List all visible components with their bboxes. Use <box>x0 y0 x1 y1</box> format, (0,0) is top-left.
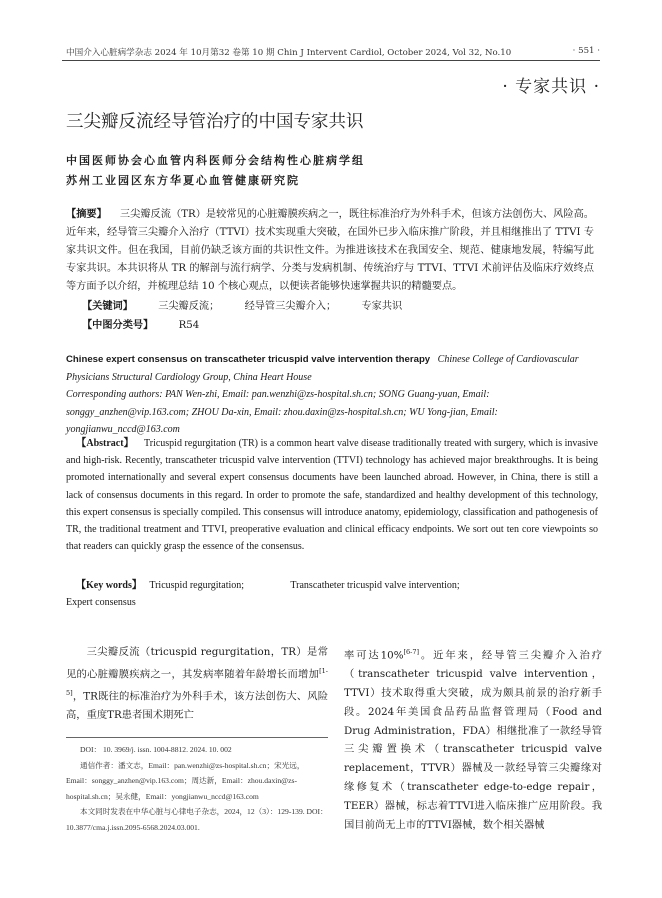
keywords-label: 【关键词】 <box>82 300 133 312</box>
abstract-text: 三尖瓣反流（TR）是较常见的心脏瓣膜疾病之一，既往标准治疗为外科手术，但该方法创伤大、风险高。近年来，经导管三尖瓣介入治疗（TTVI）技术实现重大突破，在国外已步入临床推广阶段，并且相继推出了 TTVI 专家共识文件。但在我国，目前仍缺乏该方面的共识性文件。为推进该技术在我国安全、规范、健康地发展，特编写此专家共识。本共识将从 TR 的解剖与流行病学、分类与发病机制、传统治疗与 TTVI、TTVI 术前评估及临床疗效终点等方面予以介绍，并梳理总结 10 个核心观点，以便读者能够快速掌握共识的精髓要点。 <box>66 209 594 292</box>
body-text: ，TR既往的标准治疗为外科手术，该方法创伤大、风险高，重度TR患者围术期死亡 <box>66 690 328 722</box>
english-abstract-text: Tricuspid regurgitation (TR) is a common heart valve disease traditionally treated with surgery, which is invasive and high-risk. Recently, transcatheter tricuspid valve intervention (TTVI) technology has achieved major breakthroughs. It is being promoted internationally and several expert consensus documents have been launched abroad. However, in China, there is still a lack of consensus documents in this regard. In order to promote the safe, standardized and healthy development of this technology, this expert consensus is specially compiled. This consensus will introduce anatomy, epidemiology, classification and pathogenesis of TR, the traditional treatment and TTVI, preoperative evaluation and clinical efficacy endpoints. We sort out ten core viewpoints so that readers can quickly grasp the essence of the consensus. <box>66 438 598 553</box>
classification <box>82 316 221 331</box>
copublication-footnote: 本文同时发表在中华心脏与心律电子杂志，2024，12（3）：129-139. DOI：10.3877/cma.j.issn.2095-6568.2024.03.001. <box>66 807 328 832</box>
english-abstract-label: 【Abstract】 <box>76 438 134 449</box>
citation: [6-7] <box>403 648 420 656</box>
author-group: 中国医师协会心血管内科医师分会结构性心脏病学组 <box>66 154 365 167</box>
citation: [1-5] <box>66 666 328 698</box>
keyword: Tricuspid regurgitation; <box>149 580 245 591</box>
page-number: · 551 · <box>572 46 600 56</box>
keyword: 经导管三尖瓣介入； <box>244 301 337 312</box>
section-label: · 专家共识 · <box>502 77 600 97</box>
classification-label: 【中图分类号】 <box>82 319 154 331</box>
english-title-block <box>66 351 598 439</box>
english-abstract <box>66 435 598 555</box>
running-header: 中国介入心脏病学杂志 2024 年 10月第32 卷第 10 期 Chin J Intervent Cardiol, October 2024, Vol 32, No.10 <box>66 48 512 58</box>
header-rule <box>62 60 600 61</box>
corresponding-authors: Corresponding authors: PAN Wen-zhi, Email: pan.wenzhi@zs-hospital.sh.cn; SONG Guang-yuan, Email: songgy_anzhen@vip.163.com; ZHOU Da-xin, Email: zhou.daxin@zs-hospital.sh.cn; WU Yong-jian, Email: yongjianwu_nccd@163.com <box>66 389 498 435</box>
author-institute: 苏州工业园区东方华夏心血管健康研究院 <box>66 174 300 187</box>
keyword: Expert consensus <box>66 597 136 609</box>
footnotes <box>66 742 328 835</box>
body-column-left <box>66 643 328 725</box>
english-title: Chinese expert consensus on transcatheter tricuspid valve intervention therapy <box>66 354 431 365</box>
keyword: Transcatheter tricuspid valve intervention; <box>290 580 460 591</box>
keyword: 专家共识 <box>361 301 403 312</box>
abstract-label: 【摘要】 <box>66 208 107 220</box>
english-keywords <box>66 577 598 611</box>
article-title: 三尖瓣反流经导管治疗的中国专家共识 <box>66 112 364 132</box>
corresponding-footnote: 通信作者：潘文志，Email：pan.wenzhi@zs-hospital.sh.cn；宋光远，Email：songgy_anzhen@vip.163.com；周达新，Email：zhou.daxin@zs-hospital.sh.cn；吴永健，Email：yongjianwu_nccd@163.com <box>66 760 305 801</box>
chinese-keywords <box>82 297 424 312</box>
classification-code: R54 <box>178 320 200 331</box>
body-text: 率可达10% <box>344 649 404 662</box>
doi-footnote: DOI： 10. 3969/j. issn. 1004-8812. 2024. 10. 002 <box>80 745 232 754</box>
english-organization: Chinese College of Cardiovascular Physicians Structural Cardiology Group, China Heart House <box>66 354 579 383</box>
chinese-abstract <box>66 205 594 296</box>
footnote-rule <box>66 737 328 738</box>
keyword: 三尖瓣反流； <box>158 301 220 312</box>
body-column-right <box>344 643 602 834</box>
body-text: 三尖瓣反流（tricuspid regurgitation，TR）是常见的心脏瓣膜疾病之一，其发病率随着年龄增长而增加 <box>66 646 328 681</box>
body-text: 。近年来，经导管三尖瓣介入治疗（transcatheter tricuspid valve intervention，TTVI）技术取得重大突破，成为颇具前景的治疗新手段。2024年美国食品药品监督管理局（Food and Drug Administration，FDA）相继批准了一款经导管三尖瓣置换术（transcatheter tricuspid valve replacement，TTVR）器械及一款经导管三尖瓣缘对缘修复术（transcatheter edge-to-edge repair，TEER）器械，标志着TTVI进入临床推广应用阶段。我国目前尚无上市的TTVI器械，数个相关器械 <box>344 649 602 831</box>
english-keywords-label: 【Key words】 <box>76 580 142 591</box>
